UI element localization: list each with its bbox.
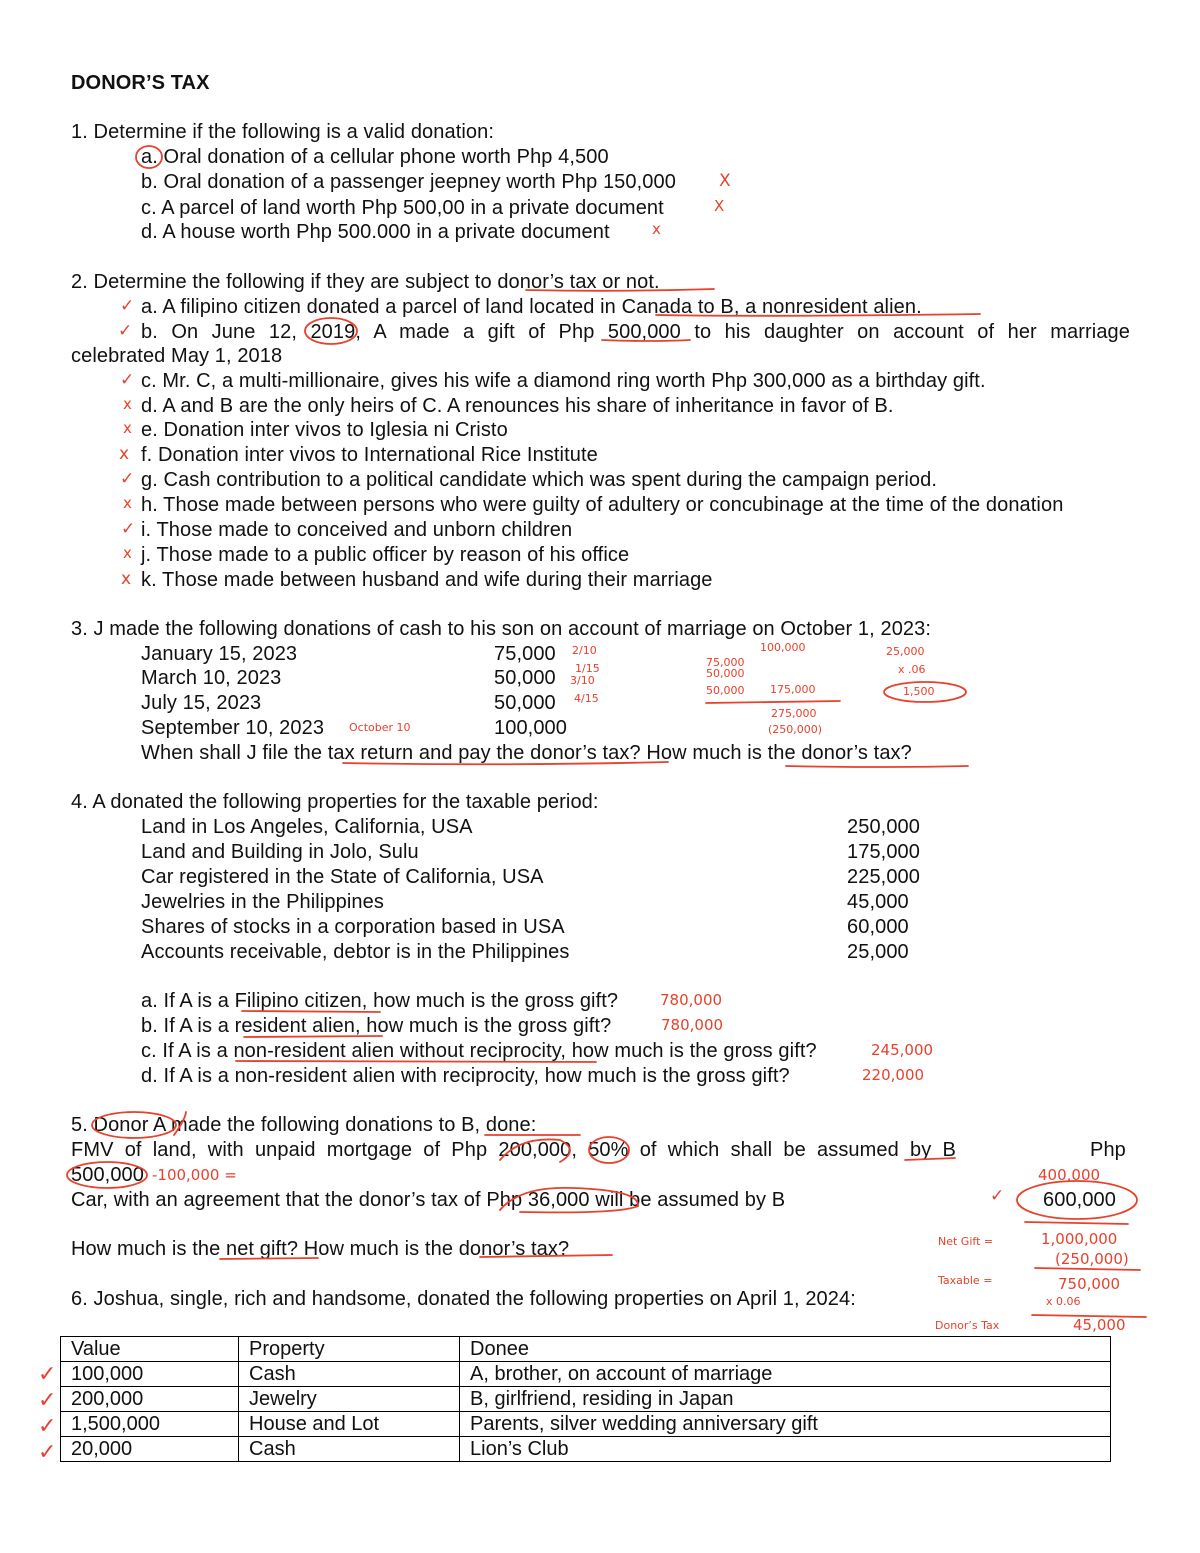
q3-note-a2: 50,000 bbox=[706, 667, 745, 680]
q2-mark-g: ✓ bbox=[120, 469, 135, 489]
q6-mark-row2: ✓ bbox=[38, 1388, 57, 1413]
table-header-property: Property bbox=[239, 1337, 460, 1362]
q3-note-due-4: 4/15 bbox=[574, 692, 599, 705]
q3-note-b2: x .06 bbox=[898, 663, 926, 676]
table-cell-property: House and Lot bbox=[239, 1412, 460, 1437]
q3-date-3: July 15, 2023 bbox=[141, 692, 262, 714]
q2-mark-k: x bbox=[121, 569, 132, 589]
q3-note-a6: 275,000 bbox=[771, 707, 817, 720]
q2-mark-d: x bbox=[123, 395, 132, 413]
q2-item-i: i. Those made to conceived and unborn children bbox=[141, 519, 573, 541]
q4-question-d: d. If A is a non-resident alien with reciprocity, how much is the gross gift? bbox=[141, 1065, 790, 1087]
q3-note-b3: 1,500 bbox=[903, 685, 935, 698]
q2-item-c: c. Mr. C, a multi-millionaire, gives his wife a diamond ring worth Php 300,000 as a birthday gift. bbox=[141, 370, 986, 392]
q3-amount-2: 50,000 bbox=[494, 667, 556, 689]
q3-question: When shall J file the tax return and pay the donor’s tax? How much is the donor’s tax? bbox=[141, 742, 912, 764]
q2-mark-f: x bbox=[119, 444, 130, 464]
q5-currency: Php bbox=[1090, 1139, 1126, 1161]
q4-answer-d: 220,000 bbox=[862, 1066, 925, 1084]
q5-note-net-gift-label: Net Gift = bbox=[938, 1235, 994, 1248]
q2-item-d: d. A and B are the only heirs of C. A renounces his share of inheritance in favor of B. bbox=[141, 395, 894, 417]
table-row bbox=[61, 1387, 1111, 1412]
q5-note-tax-label: Donor’s Tax bbox=[935, 1319, 1000, 1332]
q2-item-b-cont: celebrated May 1, 2018 bbox=[71, 345, 283, 367]
q1-item-a: a. Oral donation of a cellular phone worth Php 4,500 bbox=[141, 146, 609, 168]
page-title: DONOR’S TAX bbox=[71, 72, 210, 94]
q4-answer-c: 245,000 bbox=[871, 1041, 934, 1059]
q5-question: How much is the net gift? How much is the donor’s tax? bbox=[71, 1238, 570, 1260]
q4-item-5: Shares of stocks in a corporation based in USA bbox=[141, 916, 565, 938]
q3-note-a1: 75,000 bbox=[706, 656, 745, 669]
table-cell-property: Cash bbox=[239, 1362, 460, 1387]
q4-value-1: 250,000 bbox=[847, 816, 920, 838]
q4-value-4: 45,000 bbox=[847, 891, 909, 913]
q3-note-october: October 10 bbox=[349, 721, 411, 734]
q3-note-due-3: 3/10 bbox=[570, 674, 595, 687]
q4-answer-a: 780,000 bbox=[660, 991, 723, 1009]
q5-land-value: 500,000 bbox=[71, 1164, 144, 1186]
q3-note-due-2: 1/15 bbox=[575, 662, 600, 675]
q5-note-less: (250,000) bbox=[1055, 1250, 1129, 1268]
underline-q5-sum bbox=[1025, 1222, 1128, 1224]
table-header-value: Value bbox=[61, 1337, 239, 1362]
q3-note-a7: (250,000) bbox=[768, 723, 823, 736]
q2-item-j: j. Those made to a public officer by reason of his office bbox=[141, 544, 630, 566]
q1-mark-b: X bbox=[719, 171, 731, 191]
q4-question-b: b. If A is a resident alien, how much is the gross gift? bbox=[141, 1015, 612, 1037]
q5-note-tax: 45,000 bbox=[1073, 1316, 1126, 1334]
table-cell-property: Jewelry bbox=[239, 1387, 460, 1412]
q1-item-c: c. A parcel of land worth Php 500,00 in a private document bbox=[141, 197, 664, 219]
table-row bbox=[61, 1412, 1111, 1437]
q2-mark-e: x bbox=[123, 419, 132, 437]
q2-item-b: b. On June 12, 2019, A made a gift of Php 500,000 to his daughter on account of her marriage bbox=[141, 321, 1130, 343]
q5-land-note: -100,000 = bbox=[152, 1166, 237, 1184]
q3-note-a4: 175,000 bbox=[770, 683, 816, 696]
q4-value-6: 25,000 bbox=[847, 941, 909, 963]
underline-q3-tax bbox=[786, 766, 968, 767]
table-cell-value: 20,000 bbox=[61, 1437, 239, 1462]
q4-value-3: 225,000 bbox=[847, 866, 920, 888]
q5-note-check: ✓ bbox=[990, 1186, 1005, 1206]
q3-amount-3: 50,000 bbox=[494, 692, 556, 714]
q2-mark-b: ✓ bbox=[118, 321, 133, 341]
underline-q3-subtotal bbox=[706, 701, 840, 703]
q5-note-land-net: 400,000 bbox=[1038, 1166, 1101, 1184]
q5-note-taxable-label: Taxable = bbox=[938, 1274, 993, 1287]
q2-mark-c: ✓ bbox=[120, 370, 135, 390]
q4-answer-b: 780,000 bbox=[661, 1016, 724, 1034]
q6-prompt: 6. Joshua, single, rich and handsome, donated the following properties on April 1, 2024: bbox=[71, 1288, 856, 1310]
q3-note-a3: 50,000 bbox=[706, 684, 745, 697]
table-cell-donee: B, girlfriend, residing in Japan bbox=[460, 1387, 1111, 1412]
table-cell-value: 1,500,000 bbox=[61, 1412, 239, 1437]
q3-note-due-1: 2/10 bbox=[572, 644, 597, 657]
table-row bbox=[61, 1437, 1111, 1462]
q1-item-d: d. A house worth Php 500.000 in a private document bbox=[141, 221, 610, 243]
q5-line-land: FMV of land, with unpaid mortgage of Php 200,000, 50% of which shall be assumed by B bbox=[71, 1139, 956, 1161]
q3-amount-1: 75,000 bbox=[494, 643, 556, 665]
q4-question-c: c. If A is a non-resident alien without reciprocity, how much is the gross gift? bbox=[141, 1040, 817, 1062]
table-cell-value: 100,000 bbox=[61, 1362, 239, 1387]
table-cell-property: Cash bbox=[239, 1437, 460, 1462]
q2-item-e: e. Donation inter vivos to Iglesia ni Cristo bbox=[141, 419, 508, 441]
q4-item-6: Accounts receivable, debtor is in the Philippines bbox=[141, 941, 570, 963]
q2-item-g: g. Cash contribution to a political candidate which was spent during the campaign period. bbox=[141, 469, 938, 491]
q4-value-5: 60,000 bbox=[847, 916, 909, 938]
q2-item-a: a. A filipino citizen donated a parcel of land located in Canada to B, a nonresident alien. bbox=[141, 296, 922, 318]
q3-date-4: September 10, 2023 bbox=[141, 717, 325, 739]
q5-note-net-gift: 1,000,000 bbox=[1041, 1230, 1118, 1248]
q4-item-4: Jewelries in the Philippines bbox=[141, 891, 384, 913]
q3-amount-4: 100,000 bbox=[494, 717, 567, 739]
q5-prompt: 5. Donor A made the following donations to B, done: bbox=[71, 1114, 537, 1136]
q2-item-f: f. Donation inter vivos to International Rice Institute bbox=[141, 444, 598, 466]
q2-mark-h: x bbox=[123, 494, 132, 512]
table-cell-donee: Lion’s Club bbox=[460, 1437, 1111, 1462]
underline-q5-less bbox=[1035, 1268, 1140, 1270]
q3-date-2: March 10, 2023 bbox=[141, 667, 282, 689]
table-cell-donee: Parents, silver wedding anniversary gift bbox=[460, 1412, 1111, 1437]
q4-value-2: 175,000 bbox=[847, 841, 920, 863]
q2-item-h: h. Those made between persons who were guilty of adultery or concubinage at the time of the donation bbox=[141, 494, 1064, 516]
table-cell-value: 200,000 bbox=[61, 1387, 239, 1412]
q3-prompt: 3. J made the following donations of cash to his son on account of marriage on October 1, 2023: bbox=[71, 618, 932, 640]
q1-mark-c: X bbox=[714, 197, 725, 215]
table-cell-donee: A, brother, on account of marriage bbox=[460, 1362, 1111, 1387]
q1-prompt: 1. Determine if the following is a valid donation: bbox=[71, 121, 495, 143]
q4-item-2: Land and Building in Jolo, Sulu bbox=[141, 841, 419, 863]
q6-mark-row3: ✓ bbox=[38, 1414, 57, 1439]
q5-note-taxable: 750,000 bbox=[1058, 1275, 1121, 1293]
q3-note-a5: 100,000 bbox=[760, 641, 806, 654]
q2-item-k: k. Those made between husband and wife during their marriage bbox=[141, 569, 713, 591]
table-header-row bbox=[61, 1337, 1111, 1362]
table-row bbox=[61, 1362, 1111, 1387]
q2-mark-a: ✓ bbox=[120, 296, 135, 316]
q1-item-b: b. Oral donation of a passenger jeepney worth Php 150,000 bbox=[141, 171, 676, 193]
q2-prompt: 2. Determine the following if they are subject to donor’s tax or not. bbox=[71, 271, 660, 293]
q6-table bbox=[60, 1336, 1111, 1462]
q6-mark-row1: ✓ bbox=[38, 1362, 57, 1387]
q5-car-value: 600,000 bbox=[1043, 1189, 1116, 1211]
table-header-donee: Donee bbox=[460, 1337, 1111, 1362]
q4-prompt: 4. A donated the following properties for the taxable period: bbox=[71, 791, 599, 813]
q3-note-b1: 25,000 bbox=[886, 645, 925, 658]
q5-line-car: Car, with an agreement that the donor’s tax of Php 36,000 will be assumed by B bbox=[71, 1189, 786, 1211]
q2-mark-j: x bbox=[123, 544, 132, 562]
q4-item-3: Car registered in the State of California, USA bbox=[141, 866, 544, 888]
q3-date-1: January 15, 2023 bbox=[141, 643, 298, 665]
q6-mark-row4: ✓ bbox=[38, 1440, 57, 1465]
q5-note-rate: x 0.06 bbox=[1046, 1295, 1081, 1308]
q1-mark-d: x bbox=[652, 220, 661, 238]
q2-mark-i: ✓ bbox=[121, 519, 136, 539]
q4-question-a: a. If A is a Filipino citizen, how much is the gross gift? bbox=[141, 990, 619, 1012]
q4-item-1: Land in Los Angeles, California, USA bbox=[141, 816, 473, 838]
